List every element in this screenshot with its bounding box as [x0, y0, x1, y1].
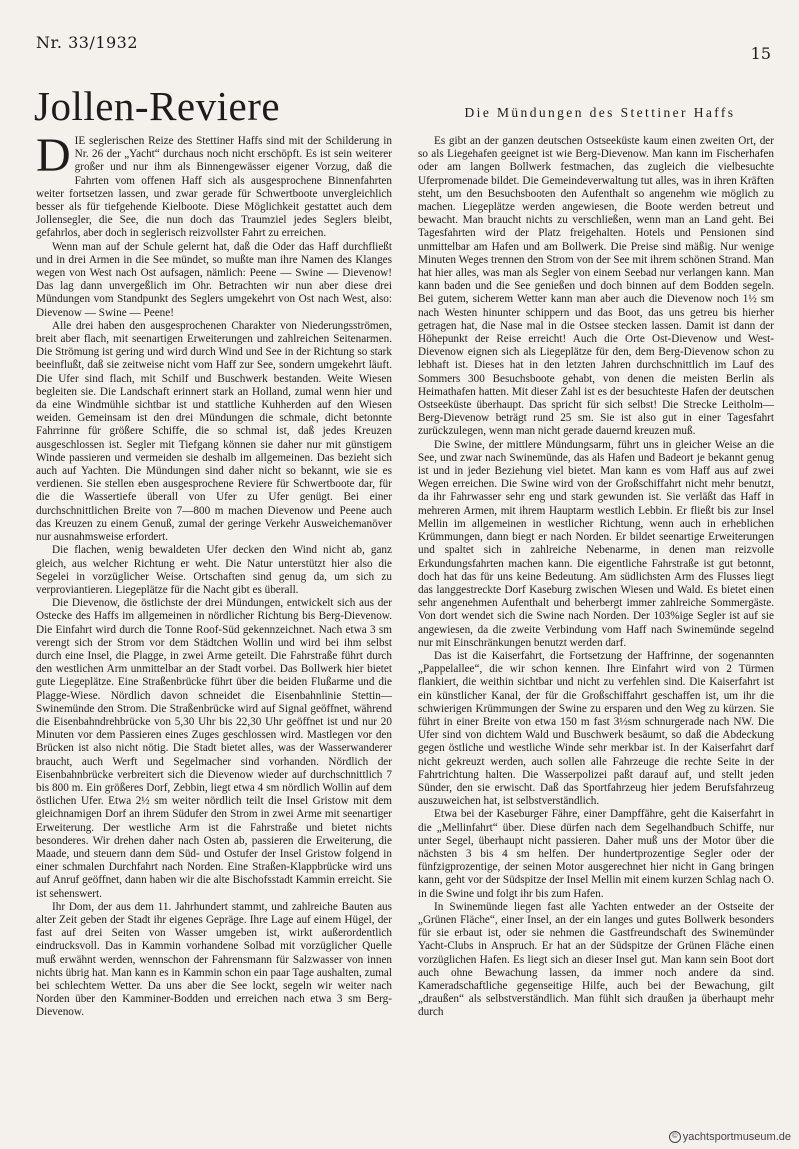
paragraph: Es gibt an der ganzen deutschen Ostseeküste kaum einen zweiten Ort, der so als Liegehafen geeignet ist wie Berg-Dievenow. Man kann im Fischerhafen oder am langen Bollwerk festmachen, das zugleich die vielbesuchte Uferpromenade bildet. Die Gemeindeverwaltung tut alles, was in ihren Kräften steht, um den Besuchsbooten den Aufenthalt so angenehm wie möglich zu machen. Liegeplätze werden angewiesen, die Boote werden betreut und bewacht. Man braucht nichts zu verschließen, wenn man an Land geht. Bei Tagesfahrten wird der Platz freigehalten. Hotels und Pensionen sind unmittelbar am Hafen und am Bollwerk. Die Preise sind mäßig. Nur wenige Minuten Weges trennen den Strom von der See mit ihrem schönen Strand. Man hat hier alles, was man als Segler von einem Seebad nur verlangen kann. Man kann baden und die See genießen und doch binnen auf dem Bodden segeln. Bei gutem, sicherem Wetter kann man aber auch die Dievenow noch 1½ sm nach Westen hinunter schippern und das Boot, das uns getreu bis hierher getragen hat, die Nase mal in die Ostsee stecken lassen. Damit ist dann der Höhepunkt der Reise erreicht! Auch die Orte Ost-Dievenow und West-Dievenow eignen sich als Liegeplätze für den, dem Berg-Dievenow schon zu lebhaft ist. Dieses hat in den letzten Jahren durchschnittlich im Lauf des Sommers 300 Besuchsboote gehabt, von denen die meisten Berlin als Heimathafen hatten. Mit dieser Zahl ist es der besuchteste Hafen der deutschen Ostseeküste überhaupt. Das spricht für sich selbst! Die Strecke Leitholm—Berg-Dievenow beträgt rund 25 sm. Sie ist also gut in einer Tagesfahrt zurückzulegen, wenn man nicht gerade dauernd kreuzen muß. — [418, 135, 774, 438]
paragraph: Die Dievenow, die östlichste der drei Mündungen, entwickelt sich aus der Ostecke des Haffs im allgemeinen in nördlicher Richtung bis Berg-Dievenow. Die Einfahrt wird durch die Tonne Roof-Süd gekennzeichnet. Nach etwa 3 sm verengt sich der Strom vor dem Städtchen Wollin und wird bei ihm selbst durch eine Insel, die Plagge, in zwei Arme geteilt. Die Fahrstraße führt durch den westlichen Arm unmittelbar an der Stadt vorbei. Das Bollwerk hier bietet gute Liegeplätze. Eine Straßenbrücke führt über die beiden Flußarme und die Plagge-Wiese. Nördlich davon schneidet die Eisenbahnlinie Stettin—Swinemünde den Strom. Die Straßenbrücke wird auf Signal geöffnet, während die Eisenbahndrehbrücke von 5,30 Uhr bis 22,30 Uhr geöffnet ist und nur 20 Minuten vor dem Passieren eines Zuges geschlossen wird. Mastlegen vor den Brücken ist also nicht nötig. Die Stadt bietet alles, was der Wasserwanderer braucht, auch Werft und Segelmacher sind vorhanden. Nördlich der Eisenbahnbrücke verbreitert sich die Dievenow wieder auf durchschnittlich 7 bis 800 m. Ein größeres Dorf, Zebbin, liegt etwa 4 sm nördlich Wollin auf dem östlichen Ufer. Etwa 2½ sm weiter nördlich teilt die Insel Gristow mit dem gleichnamigen Dorf an ihrem Südufer den Strom in zwei Arme mit seenartiger Erweiterung. Der westliche Arm ist die Fahrstraße und bietet nichts besonderes. Wir drehen daher nach Osten ab, passieren die Erweiterung, die Maade, und steuern dann dem Süd- und Ostufer der Insel Gristow folgend in einer schmalen Durchfahrt nach Norden. Eine Straßen-Klappbrücke wird uns auf Anruf geöffnet, dann haben wir die alte Bischofsstadt Kammin erreicht. Sie ist sehenswert. — [36, 597, 392, 900]
left-column — [36, 135, 392, 1120]
article-title: Jollen-Reviere — [34, 83, 281, 129]
paragraph: Das ist die Kaiserfahrt, die Fortsetzung der Haffrinne, der sogenannten „Pappelallee“, die wir schon kennen. Ihre Einfahrt wird von 2 Türmen flankiert, die weithin sichtbar und nicht zu verfehlen sind. Die Kaiserfahrt ist ein künstlicher Kanal, der für die Großschiffahrt geschaffen ist, um ihr die schwierigen Krümmungen der Swine zu ersparen und den Weg zu kürzen. Sie führt in einer Breite von etwa 150 m fast 3½sm schnurgerade nach NW. Die Ufer sind von dichtem Wald und Buschwerk besäumt, so daß die Abdeckung gegen östliche und westliche Winde sehr merkbar ist. In der Kaiserfahrt darf nicht gekreuzt werden, auch sollen alle Fahrzeuge die rechte Seite in der Fahrtrichtung halten. Die Wasserpolizei paßt darauf auf, und stellt jeden Sünder, den sie erwischt. Daß das Sportfahrzeug hier jedem Berufsfahrzeug auszuweichen hat, ist selbstverständlich. — [418, 649, 774, 808]
paragraph: Wenn man auf der Schule gelernt hat, daß die Oder das Haff durchfließt und in drei Armen in die See mündet, so mußte man ihre Namen des Klanges wegen von West nach Ost aufsagen, nämlich: Peene — Swine — Dievenow! Das lag dann unvergeßlich im Ohr. Betrachten wir nun aber diese drei Mündungen vom Standpunkt des Seglers umgekehrt von Ost nach West, also: Dievenow — Swine — Peene! — [36, 240, 392, 319]
paragraph: Die Swine, der mittlere Mündungsarm, führt uns in gleicher Weise an die See, und zwar nach Swinemünde, das als Hafen und Badeort je bekannt genug ist und in jeder Beziehung viel bietet. Man kann es vom Haff aus auf zwei Wegen erreichen. Die Swine wird von der Großschiffahrt nicht mehr benutzt, da ihr Fahrwasser sehr eng und stark gewunden ist. Sie verläßt das Haff in mehreren Armen, mit ihrem Hauptarm westlich Lebbin. Er fließt bis zur Insel Mellin im allgemeinen in westlicher Richtung, wenn auch in erheblichen Krümmungen, dann biegt er nach Norden. Er bildet seenartige Erweiterungen und spaltet sich in zahlreiche Nebenarme, in denen man reizvolle Erkundungsfahrten machen kann. Die eigentliche Fahrstraße ist gut betonnt, doch hat das für uns keine Bedeutung. Am südlichsten Arm des Flusses liegt das langgestreckte Dorf Kaseburg zwischen Wiesen und Wald. Es bietet einen sehr angenehmen Aufenthalt und beherbergt immer zahlreiche Sommergäste. Von dort wendet sich die Swine nach Norden. Der 103%ige Segler ist auf sie angewiesen, da die zweite Verbindung vom Haff nach Swinemünde segelnd nur mit Einschränkungen benutzt werden darf. — [418, 438, 774, 649]
paragraph: Alle drei haben den ausgesprochenen Charakter von Niederungsströmen, breit aber flach, mit seenartigen Erweiterungen und zahlreichen Seitenarmen. Die Strömung ist gering und wird durch Wind und See in der Richtung so stark beeinflußt, daß sie zeitweise nicht vom Haff zur See, sondern umgekehrt läuft. Die Ufer sind flach, mit Schilf und Buschwerk bestanden. Weite Wiesen begleiten sie. Die Landschaft erinnert stark an Holland, zumal wenn hier und da eine Windmühle sichtbar ist und stattliche Kuhherden auf den Wiesen weiden. Gemeinsam ist den drei Mündungen die schmale, dicht betonnte Fahrrinne für größere Schiffe, die so schmal ist, daß jedes Kreuzen ausgeschlossen ist. Segler mit Tiefgang können sie daher nur mit günstigem Winde passieren und vermeiden sie deshalb im allgemeinen. Das bezieht sich auch auf Yachten. Die Mündungen sind daher nicht so bekannt, wie sie es verdienen. Sie stellen eben ausgesprochene Reviere für Schwertboote dar, für die die Wassertiefe überall von Ufer zu Ufer genügt. Bei einer durchschnittlichen Breite von 7—800 m machen Dievenow und Peene auch das Kreuzen zu einem Genuß, zumal der geringe Verkehr Ausweichemanöver nur ausnahmsweise erfordert. — [36, 319, 392, 544]
copyright-icon: © — [669, 1131, 681, 1143]
paragraph: IE seglerischen Reize des Stettiner Haffs sind mit der Schilderung in Nr. 26 der „Yacht“ durchaus noch nicht erschöpft. Es ist sein weiterer großer und nur ihm als Binnengewässer eigener Vorzug, daß die Fahrten vom offenen Haff sich als ausgesprochene Binnenfahrten weiter fortsetzen lassen, und zwar gerade für Schwertboote unvergleichlich besser als für tiefgehende Kielboote. Diese Möglichkeit gestattet auch dem Jollensegler, die See, die nun doch das Traumziel jedes Seglers bleibt, gefahrlos, aber doch in seglerisch reizvollster Fahrt zu erreichen. — [36, 135, 392, 240]
right-column — [418, 135, 774, 1120]
paragraph: Ihr Dom, der aus dem 11. Jahrhundert stammt, und zahlreiche Bauten aus alter Zeit geben der Stadt ihr eigenes Gepräge. Ihre Lage auf einem Hügel, der fast auf drei Seiten von Wasser umgeben ist, wirkt außerordentlich eindrucksvoll. Das in Kammin vorhandene Solbad mit vorzüglicher Quelle muß erwähnt werden, wennschon der Fahrensmann für Salzwasser von innen nichts übrig hat. Man kann es in Kammin schon ein paar Tage aushalten, zumal bei schlechtem Wetter. Da uns aber die See lockt, segeln wir weiter nach Norden über den Kamminer-Bodden und erreichen nach etwa 3 sm Berg-Dievenow. — [36, 900, 392, 1019]
article-subtitle: Die Mündungen des Stettiner Haffs — [464, 105, 736, 120]
issue-number: Nr. 33/1932 — [36, 33, 139, 52]
watermark — [669, 1131, 791, 1143]
watermark-text: yachtsportmuseum.de — [682, 1130, 791, 1143]
paragraph: In Swinemünde liegen fast alle Yachten entweder an der Ostseite der „Grünen Fläche“, einer Insel, an der ein langes und gutes Bollwerk besonders für sie erbaut ist, oder sie nehmen die Gastfreundschaft des Swinemünder Yacht-Clubs in Anspruch. Er hat an der Südspitze der Grünen Fläche einen vorzüglichen Hafen. Es liegt sich an dieser Insel gut. Man kann sein Boot dort auch ohne Bewachung lassen, da immer noch andere da sind. Kameradschaftliche gegenseitige Hilfe, auch bei der Bewachung, gilt „draußen“ als selbstverständlich. Man fühlt sich draußen ja überhaupt mehr durch — [418, 900, 774, 1019]
paragraph: Etwa bei der Kaseburger Fähre, einer Dampffähre, geht die Kaiserfahrt in die „Mellinfahrt“ über. Diese dürfen nach dem Segelhandbuch Schiffe, nur unter Segel, überhaupt nicht passieren. Daher muß uns der Motor über die nächsten 3 bis 4 sm helfen. Der hundertprozentige Segler oder der fünfzigprozentige, der seinen Motor ausgerechnet hier nicht in Gang bringen kann, geht vor der Südspitze der Insel Mellin mit einem kurzen Schlag nach O. in die Swine und folgt ihr bis zum Hafen. — [418, 808, 774, 900]
paragraph: Die flachen, wenig bewaldeten Ufer decken den Wind nicht ab, ganz gleich, aus welcher Richtung er weht. Die Natur unterstützt hier also die Segelei in vorzüglicher Weise. Ortschaften sind genug da, um sich zu verproviantieren. Liegeplätze für die Nacht gibt es überall. — [36, 544, 392, 596]
drop-cap: D — [36, 135, 71, 182]
page-number: 15 — [750, 44, 771, 63]
